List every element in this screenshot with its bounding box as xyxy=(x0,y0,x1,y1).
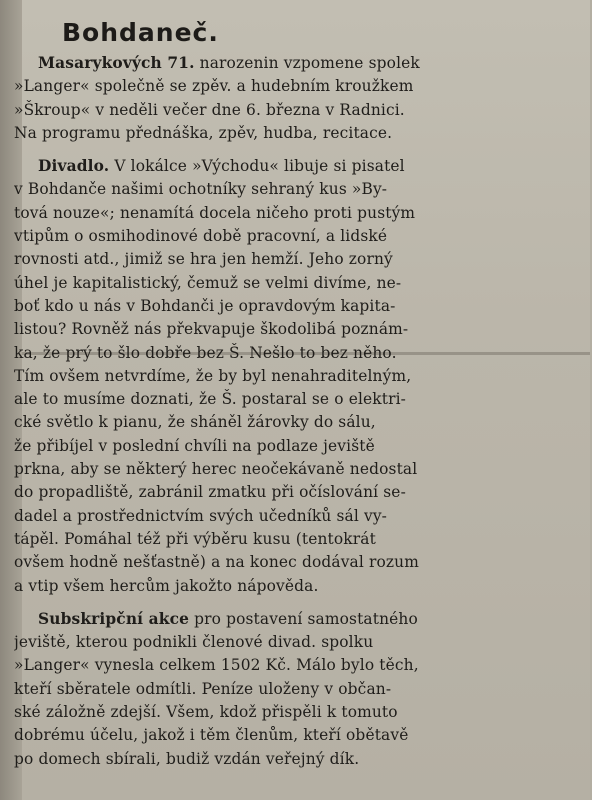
paragraph-lead-word: Divadlo. xyxy=(38,157,110,176)
paragraph-gap xyxy=(14,145,582,155)
line-text: tápěl. Pomáhal též při výběru kusu (tentokrát xyxy=(14,529,376,548)
article-line xyxy=(14,122,582,145)
line-text: V lokálce »Východu« libuje si pisatel xyxy=(109,157,405,176)
line-text: prkna, aby se některý herec neočekávaně nedostal xyxy=(14,460,418,479)
line-text: boť kdo u nás v Bohdanči je opravdovým kapita- xyxy=(14,296,396,315)
article-body xyxy=(14,52,582,771)
article-line xyxy=(14,435,582,458)
line-text: ské záložně zdejší. Všem, kdož přispěli k tomuto xyxy=(14,703,398,722)
line-text: cké světlo k pianu, že sháněl žárovky do sálu, xyxy=(14,413,376,432)
line-text: v Bohdanče našimi ochotníky sehraný kus »By- xyxy=(14,180,388,199)
line-text: že přibíjel v poslední chvíli na podlaze jeviště xyxy=(14,436,375,455)
line-text: dadel a prostřednictvím svých učedníků sál vy- xyxy=(14,506,388,525)
article-line xyxy=(14,75,582,98)
article-line xyxy=(14,701,582,724)
article-line xyxy=(14,481,582,504)
line-text: ka, že prý to šlo dobře bez Š. Nešlo to bez něho. xyxy=(14,343,397,362)
article-line xyxy=(14,458,582,481)
article-line xyxy=(14,272,582,295)
article-line xyxy=(14,388,582,411)
line-text: tová nouze«; nenamítá docela ničeho proti pustým xyxy=(14,203,416,222)
paragraph-lead-word: Masarykových 71. xyxy=(38,54,195,72)
line-text: listou? Rovněž nás překvapuje škodolibá poznám- xyxy=(14,320,409,339)
line-text: Na programu přednáška, zpěv, hudba, recitace. xyxy=(14,123,393,142)
line-text: do propadliště, zabránil zmatku při očíslování se- xyxy=(14,483,406,502)
line-text: rovnosti atd., jimiž se hra jen hemží. Jeho zorný xyxy=(14,250,393,269)
line-text: »Langer« vynesla celkem 1502 Kč. Málo bylo těch, xyxy=(14,656,419,675)
line-text: ovšem hodně nešťastně) a na konec dodával rozum xyxy=(14,553,419,572)
article-line xyxy=(14,654,582,677)
line-text: »Škroup« v neděli večer dne 6. března v Radnici. xyxy=(14,100,405,119)
article-line xyxy=(14,99,582,122)
article-line xyxy=(14,202,582,225)
article-line xyxy=(14,505,582,528)
article-line xyxy=(14,52,582,75)
article-line xyxy=(14,575,582,598)
line-text: ale to musíme doznati, že Š. postaral se o elektri- xyxy=(14,390,407,409)
article-line xyxy=(14,748,582,771)
article-line xyxy=(14,155,582,178)
article-line xyxy=(14,528,582,551)
article-line xyxy=(14,411,582,434)
article-line xyxy=(14,608,582,631)
article-line xyxy=(14,678,582,701)
line-text: pro postavení samostatného xyxy=(189,609,418,628)
line-text: a vtip všem hercům jakožto nápověda. xyxy=(14,576,319,595)
article-line xyxy=(14,318,582,341)
line-text: po domech sbírali, budiž vzdán veřejný dík. xyxy=(14,749,360,768)
article-line xyxy=(14,551,582,574)
article-line xyxy=(14,225,582,248)
article-line xyxy=(14,365,582,388)
line-text: Tím ovšem netvrdíme, že by byl nenahraditelným, xyxy=(14,366,412,385)
line-text: úhel je kapitalistický, čemuž se velmi divíme, ne- xyxy=(14,273,402,292)
article-line xyxy=(14,342,582,365)
paragraph-lead-word: Subskripční akce xyxy=(38,609,190,628)
article-line xyxy=(14,295,582,318)
article-line xyxy=(14,724,582,747)
line-text: dobrému účelu, jakož i těm členům, kteří obětavě xyxy=(14,726,409,745)
article-heading: Bohdaneč. xyxy=(62,18,219,47)
line-text: »Langer« společně se zpěv. a hudebním kroužkem xyxy=(14,77,414,96)
line-text: jeviště, kterou podnikli členové divad. spolku xyxy=(14,633,374,652)
article-line xyxy=(14,248,582,271)
paragraph-gap xyxy=(14,598,582,608)
line-text: vtipům o osmihodinové době pracovní, a lidské xyxy=(14,227,388,246)
article-line xyxy=(14,631,582,654)
line-text: narozenin vzpomene spolek xyxy=(194,54,420,72)
line-text: kteří sběratele odmítli. Peníze uloženy v občan- xyxy=(14,679,392,698)
article-line xyxy=(14,178,582,201)
